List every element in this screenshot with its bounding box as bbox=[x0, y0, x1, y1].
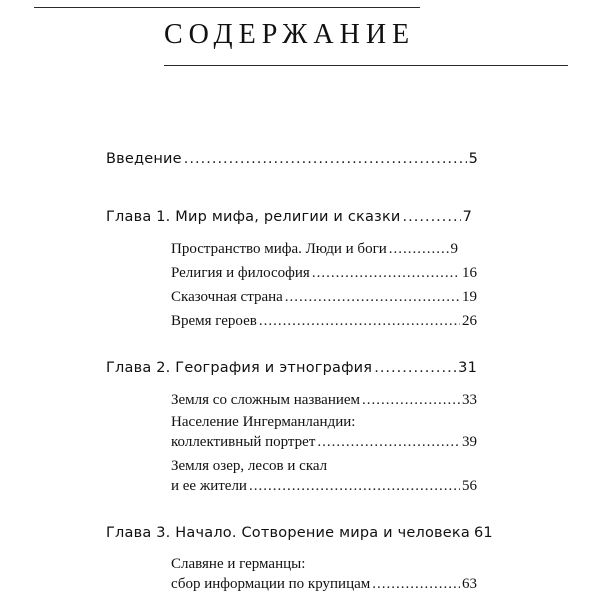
toc-section[interactable] bbox=[171, 241, 458, 258]
chapter-title: Глава 1. Мир мифа, религии и сказки bbox=[106, 209, 401, 225]
toc-chapter-1[interactable] bbox=[106, 210, 472, 226]
section-title: Религия и философия bbox=[171, 265, 310, 281]
section-page-number: 63 bbox=[462, 576, 477, 592]
toc-section[interactable] bbox=[171, 265, 477, 282]
toc-section[interactable] bbox=[171, 392, 477, 409]
contents-heading: СОДЕРЖАНИЕ bbox=[164, 19, 416, 50]
toc-page-number: 5 bbox=[468, 151, 478, 167]
section-title: Земля со сложным названием bbox=[171, 392, 361, 408]
dot-leader bbox=[317, 434, 460, 451]
chapter-page-number: 7 bbox=[462, 209, 472, 225]
chapter-title: Глава 3. Начало. Сотворение мира и человека bbox=[106, 525, 470, 541]
chapter-title: Глава 2. География и этнография bbox=[106, 360, 373, 376]
toc-chapter-2[interactable] bbox=[106, 361, 477, 377]
toc-section[interactable] bbox=[171, 576, 477, 593]
dot-leader bbox=[249, 478, 460, 495]
toc-entry-title: Введение bbox=[106, 151, 182, 167]
chapter-page-number: 61 bbox=[473, 525, 493, 541]
toc-section[interactable] bbox=[171, 478, 477, 495]
dot-leader bbox=[259, 313, 460, 330]
section-page-number: 16 bbox=[462, 265, 477, 281]
dot-leader bbox=[403, 210, 461, 226]
dot-leader bbox=[184, 152, 467, 168]
chapter-page-number: 31 bbox=[458, 360, 477, 376]
section-page-number: 26 bbox=[462, 313, 477, 329]
toc-section[interactable] bbox=[171, 313, 477, 330]
section-title: сбор информации по крупицам bbox=[171, 576, 371, 592]
section-page-number: 33 bbox=[462, 392, 477, 408]
section-page-number: 39 bbox=[462, 434, 477, 450]
dot-leader bbox=[389, 241, 449, 258]
section-title-line1: Славяне и германцы: bbox=[171, 556, 306, 572]
section-title-line1: Население Ингерманландии: bbox=[171, 414, 356, 430]
section-title: Пространство мифа. Люди и боги bbox=[171, 241, 387, 257]
dot-leader bbox=[372, 576, 460, 593]
section-page-number: 9 bbox=[450, 241, 458, 257]
dot-leader bbox=[312, 265, 460, 282]
section-page-number: 19 bbox=[462, 289, 477, 305]
toc-section[interactable] bbox=[171, 289, 477, 306]
section-title: коллективный портрет bbox=[171, 434, 316, 450]
dot-leader bbox=[362, 392, 460, 409]
section-page-number: 56 bbox=[462, 478, 477, 494]
section-title: и ее жители bbox=[171, 478, 247, 494]
toc-entry-intro[interactable] bbox=[106, 152, 478, 168]
dot-leader bbox=[374, 361, 456, 377]
toc-section[interactable] bbox=[171, 434, 477, 451]
toc-chapter-3[interactable] bbox=[106, 525, 493, 542]
section-title: Сказочная страна bbox=[171, 289, 283, 305]
section-title: Время героев bbox=[171, 313, 257, 329]
dot-leader bbox=[285, 289, 460, 306]
section-title-line1: Земля озер, лесов и скал bbox=[171, 458, 328, 474]
